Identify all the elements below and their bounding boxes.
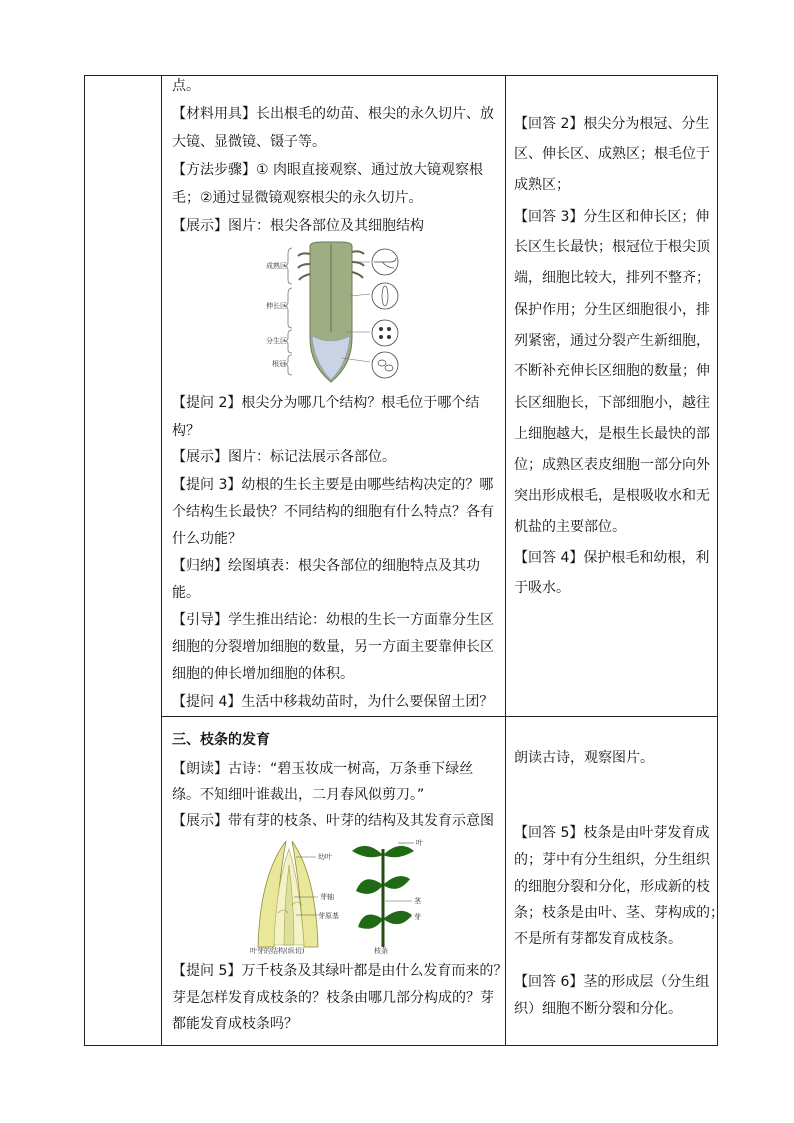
table-left-border: [84, 75, 85, 1045]
table-bottom-border: [84, 1045, 718, 1046]
text-line: 都能发育成枝条吗？: [172, 1016, 298, 1032]
text-line: 突出形成根毛，是根吸收水和无: [514, 488, 710, 504]
root-label-maturation: 成熟区: [266, 262, 287, 270]
bud-branch-figure: [248, 835, 428, 957]
root-tip-figure: [262, 240, 412, 385]
text-line: 【归纳】绘图填表：根尖各部位的细胞特点及其功: [172, 558, 480, 574]
table-row-divider: [161, 716, 718, 717]
text-line: 【展示】图片：标记法展示各部位。: [172, 449, 396, 465]
text-line: 【提问 2】根尖分为哪几个结构？根毛位于哪个结: [172, 395, 480, 411]
text-line: 朗读古诗，观察图片。: [514, 750, 654, 766]
text-line: 【回答 6】茎的形成层（分生组: [514, 974, 710, 990]
branch-label-bud: 芽: [414, 913, 421, 921]
text-line: 于吸水。: [514, 580, 570, 596]
text-line: 【回答 5】枝条是由叶芽发育成: [514, 825, 710, 841]
text-line: 长区细胞长，下部细胞小，越往: [514, 395, 710, 411]
text-line: 点。: [172, 78, 200, 94]
text-line: 【回答 3】分生区和伸长区；伸: [514, 209, 710, 225]
text-line: 【提问 5】万千枝条及其绿叶都是由什么发育而来的？: [172, 963, 508, 979]
text-line: 成熟区；: [514, 177, 570, 193]
text-line: 端，细胞比较大，排列不整齐；: [514, 270, 710, 286]
text-line: 上细胞越大，是根生长最快的部: [514, 426, 710, 442]
text-line: 的细胞分裂和分化，形成新的枝: [514, 879, 710, 895]
text-line: 的；芽中有分生组织，分生组织: [514, 852, 710, 868]
text-line: 不是所有芽都发育成枝条。: [514, 931, 682, 947]
text-line: 【提问 3】幼根的生长主要是由哪些结构决定的？哪: [172, 477, 494, 493]
bud-section-illustration: [248, 835, 428, 957]
branch-figure-caption: 枝条: [374, 947, 388, 955]
text-line: 芽是怎样发育成枝条的？枝条由哪几部分构成的？芽: [172, 990, 494, 1006]
branch-label-leaf: 叶: [416, 839, 423, 847]
text-line: 【展示】带有芽的枝条、叶芽的结构及其发育示意图: [172, 813, 494, 829]
text-line: 【材料用具】长出根毛的幼苗、根尖的永久切片、放: [172, 106, 494, 122]
text-line: 细胞的分裂增加细胞的数量，另一方面主要靠伸长区: [172, 639, 494, 655]
text-line: 【回答 4】保护根毛和幼根，利: [514, 550, 710, 566]
bud-figure-caption: 叶芽的结构(纵切): [250, 947, 305, 955]
text-line: 【回答 2】根尖分为根冠、分生: [514, 116, 710, 132]
text-line: 细胞的伸长增加细胞的体积。: [172, 666, 354, 682]
text-line: 列紧密，通过分裂产生新细胞，: [514, 333, 710, 349]
branch-label-stem: 茎: [414, 897, 421, 905]
text-line: 机盐的主要部位。: [514, 519, 626, 535]
text-line: 织）细胞不断分裂和分化。: [514, 1001, 682, 1017]
text-line: 位；成熟区表皮细胞一部分向外: [514, 457, 710, 473]
text-line: 【提问 4】生活中移栽幼苗时，为什么要保留土团？: [172, 694, 494, 710]
text-line: 什么功能？: [172, 531, 242, 547]
table-column-divider-2: [505, 75, 506, 1045]
text-line: 条；枝条是由叶、茎、芽构成的；: [514, 905, 724, 921]
text-line: 【朗读】古诗：“碧玉妆成一树高，万条垂下绿丝: [172, 761, 474, 777]
text-line: 【展示】图片：根尖各部位及其细胞结构: [172, 218, 424, 234]
section-title: 三、枝条的发育: [172, 732, 270, 748]
text-line: 长区生长最快；根冠位于根尖顶: [514, 239, 710, 255]
bud-label-young-leaf: 幼叶: [318, 853, 332, 861]
text-line: 不断补充伸长区细胞的数量；伸: [514, 363, 710, 379]
text-line: 能。: [172, 585, 200, 601]
text-line: 保护作用；分生区细胞很小，排: [514, 302, 710, 318]
text-line: 大镜、显微镜、镊子等。: [172, 134, 326, 150]
text-line: 【引导】学生推出结论：幼根的生长一方面靠分生区: [172, 612, 494, 628]
text-line: 构？: [172, 423, 200, 439]
root-label-meristem: 分生区: [266, 337, 287, 345]
root-label-cap: 根冠: [272, 360, 286, 368]
table-column-divider-1: [161, 75, 162, 1045]
text-line: 毛；②通过显微镜观察根尖的永久切片。: [172, 190, 423, 206]
root-label-elongation: 伸长区: [266, 302, 287, 310]
text-line: 区、伸长区、成熟区；根毛位于: [514, 146, 710, 162]
bud-label-axis: 芽轴: [320, 893, 334, 901]
text-line: 个结构生长最快？不同结构的细胞有什么特点？各有: [172, 504, 494, 520]
bud-label-primordium: 芽原基: [318, 912, 339, 920]
text-line: 绦。不知细叶谁裁出，二月春风似剪刀。”: [172, 787, 425, 803]
text-line: 【方法步骤】① 肉眼直接观察、通过放大镜观察根: [172, 162, 483, 178]
